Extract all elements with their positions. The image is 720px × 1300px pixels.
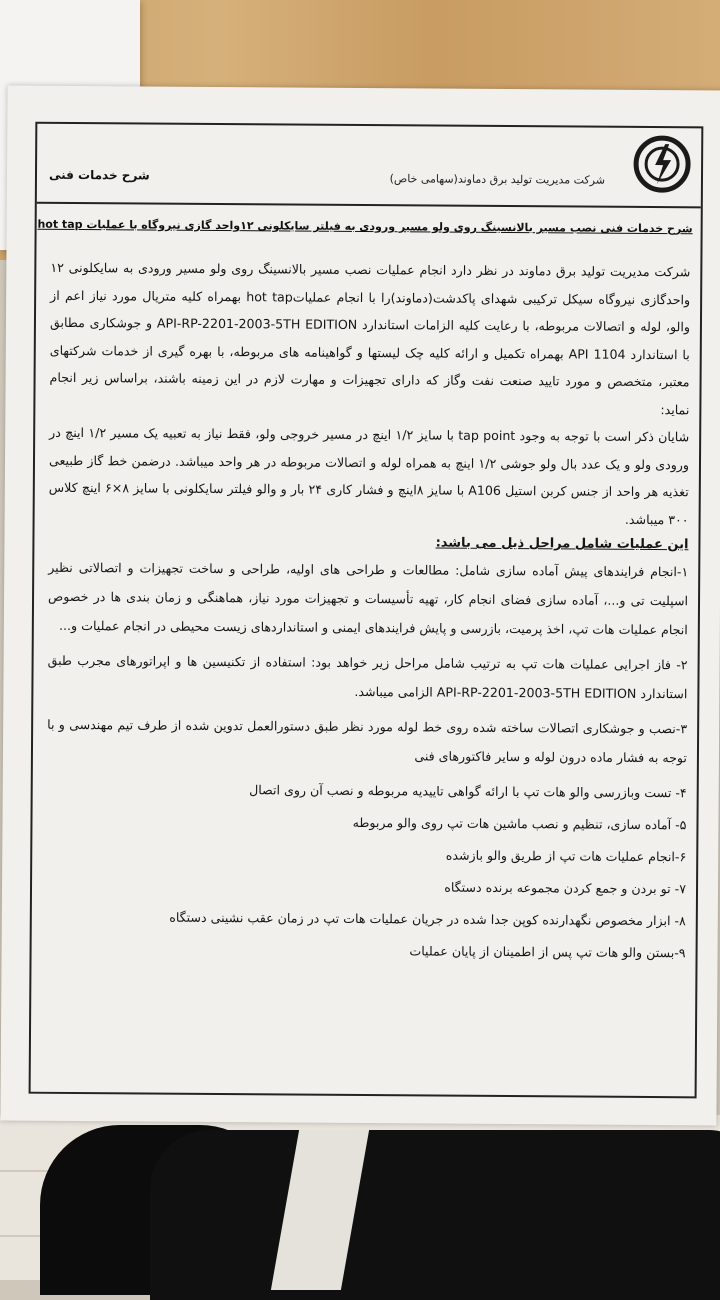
header-title: شرح خدمات فنی: [48, 167, 150, 183]
step-item-3: ۳-نصب و جوشکاری اتصالات ساخته شده روی خط لوله مورد نظر طبق دستورالعمل تدوین شده از طرف تیم مهندسی و با توجه به فشار ماده درون لوله و سایر فاکتورهای فنی: [47, 716, 688, 766]
company-logo-icon: [627, 134, 697, 194]
step-item-6: ۶-انجام عملیات هات تپ از طریق والو بازشده: [445, 847, 687, 865]
step-item-7: ۷- تو بردن و جمع کردن مجموعه برنده دستگاه: [444, 879, 687, 897]
intro-paragraph: شرکت مدیریت تولید برق دماوند در نظر دارد انجام عملیات نصب مسیر بالانسینگ روی ولو مسیر ورودی به سایکلونی ۱۲ واحدگازی نیروگاه سیکل ترکیبی شهدای پاکدشت(دماوند)را با انجام عملیاتhot tap بهمراه کلیه متریال مورد نیاز اعم از والو، لوله و اتصالات مربوطه، با رعایت کلیه الزامات استاندارد API-RP-2201-2003-5TH EDITION و جوشکاری مطابق با استاندارد API 1104 بهمراه تکمیل و ارائه کلیه چک لیستها و گواهینامه های مربوطه، با بهره گیری از خدمات شرکتهای معتبر، متخصص و مورد تایید صنعت نفت وگاز که دارای تجهیزات و مهارت لازم در این زمینه باشند، براساس زیر انجام نماید:: [49, 259, 691, 417]
step-item-8: ۸- ابزار مخصوص نگهدارنده کوپن جدا شده در جریان عملیات هات تپ در زمان عقب نشینی دستگاه: [169, 909, 686, 929]
document-frame: [29, 122, 704, 1099]
company-name: شرکت مدیریت تولید برق دماوند(سهامی خاص): [389, 172, 606, 187]
step-item-4: ۴- تست وبازرسی والو هات تپ با ارائه گواهی تاییدیه مربوطه و نصب آن روی اتصال: [249, 782, 687, 801]
step-item-9: ۹-بستن والو هات تپ پس از اطمینان از پایان عملیات: [409, 943, 686, 961]
document-title: شرح خدمات فنی نصب مسیر بالانسینگ روی ولو مسیر ورودی به فیلتر سایکلونی ۱۲واحد گازی نیروگاه با عملیات hot tap: [37, 217, 693, 236]
step-item-1: ۱-انجام فرایندهای پیش آماده سازی شامل: مطالعات و طراحی های اولیه، طراحی و ساخت تجهیزات و اتصالاتی نظیر اسپلیت تی و...، آماده سازی فضای انجام کار، تهیه تأسیسات و تجهیزات مورد نیاز، هماهنگی و زمان بندی ها در خصوص انجام عملیات هات تپ، اخذ پرمیت، بازرسی و پایش فرایندهای ایمنی و استانداردهای زیست محیطی در انجام عملیات و...: [48, 559, 689, 638]
step-item-5: ۵- آماده سازی، تنظیم و نصب ماشین هات تپ روی والو مربوطه: [352, 814, 687, 833]
note-paragraph: شایان ذکر است با توجه به وجود tap point با سایز ۱/۲ اینچ در مسیر خروجی ولو، فقط نیاز به تعبیه یک مسیر ۱/۲ اینچ در ورودی ولو و یک عدد بال ولو جوشی ۱/۲ اینچ به همراه لوله و اتصالات مربوطه در هر واحد میباشد. درضمن خط گاز طبیعی تغذیه هر واحد از جنس کربن استیل A106 با سایز ۸اینچ و فشار کاری ۲۴ بار و والو فیلتر سایکلونی با سایز ۸×۶ اینچ کلاس ۳۰۰ میباشد.: [48, 424, 690, 527]
document-body: [45, 254, 690, 970]
document-header: [37, 124, 702, 209]
document-page: [0, 86, 720, 1126]
section-heading: این عملیات شامل مراحل ذیل می باشد:: [435, 535, 689, 553]
dark-fabric-right: [150, 1130, 720, 1300]
step-item-2: ۲- فاز اجرایی عملیات هات تپ به ترتیب شامل مراحل زیر خواهد بود: استفاده از تکنیسین ها و اپراتورهای مجرب طبق استاندارد API-RP-2201-2003-5TH EDITION الزامی میباشد.: [47, 652, 688, 702]
